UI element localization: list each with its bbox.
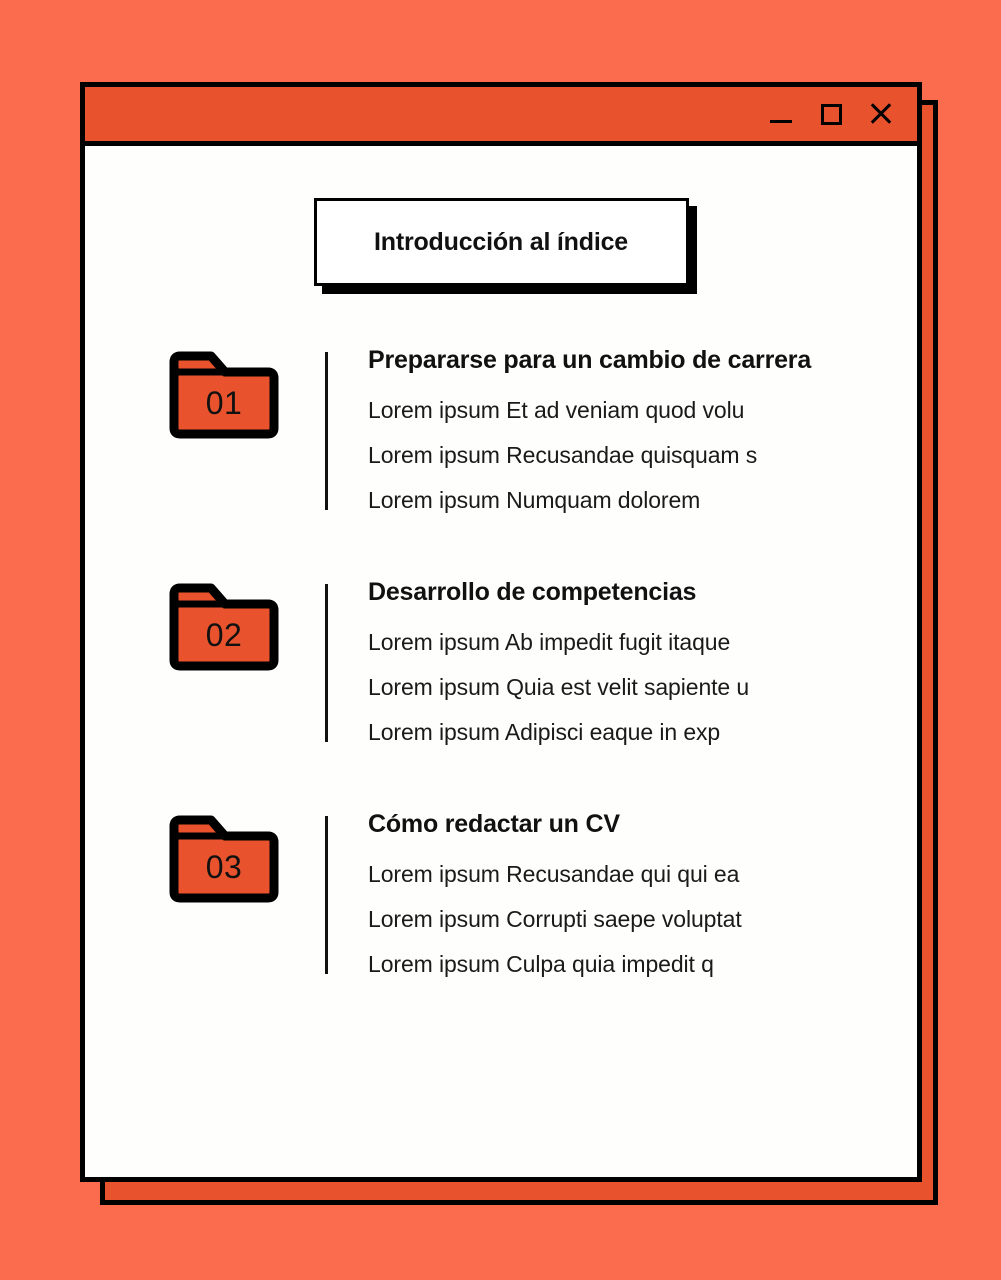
window-controls [767, 97, 895, 131]
section-text [368, 344, 917, 514]
section-bullet: Lorem ipsum Recusandae quisquam s [368, 442, 758, 468]
section-bullet: Lorem ipsum Recusandae qui qui ea [368, 861, 740, 887]
folder-icon [165, 350, 283, 442]
window-content [85, 146, 917, 1177]
maximize-button[interactable] [817, 97, 845, 131]
section-item [165, 808, 917, 978]
badge-box [314, 198, 689, 286]
page-title: Introducción al índice [374, 227, 628, 256]
close-button[interactable] [867, 97, 895, 131]
folder-column [165, 576, 325, 674]
section-bullet: Lorem ipsum Quia est velit sapiente u [368, 674, 750, 700]
section-list [85, 344, 917, 978]
folder-column [165, 808, 325, 906]
folder-number: 01 [205, 384, 243, 421]
section-item [165, 344, 917, 514]
section-text [368, 808, 917, 978]
section-text [368, 576, 917, 746]
section-bullet: Lorem ipsum Ab impedit fugit itaque [368, 629, 731, 655]
main-window [80, 82, 922, 1182]
folder-icon [165, 582, 283, 674]
page-title-badge [314, 198, 689, 286]
section-title: Prepararse para un cambio de carrera [368, 346, 812, 374]
section-title: Cómo redactar un CV [368, 810, 620, 838]
section-divider [325, 816, 328, 974]
folder-icon [165, 814, 283, 906]
minimize-button[interactable] [767, 97, 795, 131]
section-bullet: Lorem ipsum Culpa quia impedit q [368, 951, 714, 977]
minimize-icon [770, 120, 792, 123]
section-divider [325, 584, 328, 742]
section-title: Desarrollo de competencias [368, 578, 697, 606]
section-divider [325, 352, 328, 510]
folder-number: 02 [205, 616, 243, 653]
section-bullet: Lorem ipsum Adipisci eaque in exp [368, 719, 721, 745]
section-bullet: Lorem ipsum Numquam dolorem [368, 487, 701, 513]
section-bullet: Lorem ipsum Et ad veniam quod volu [368, 397, 745, 423]
window-titlebar [85, 87, 917, 146]
section-bullet: Lorem ipsum Corrupti saepe voluptat [368, 906, 742, 932]
folder-column [165, 344, 325, 442]
close-icon [868, 101, 894, 127]
maximize-icon [821, 104, 842, 125]
folder-number: 03 [205, 848, 243, 885]
section-item [165, 576, 917, 746]
